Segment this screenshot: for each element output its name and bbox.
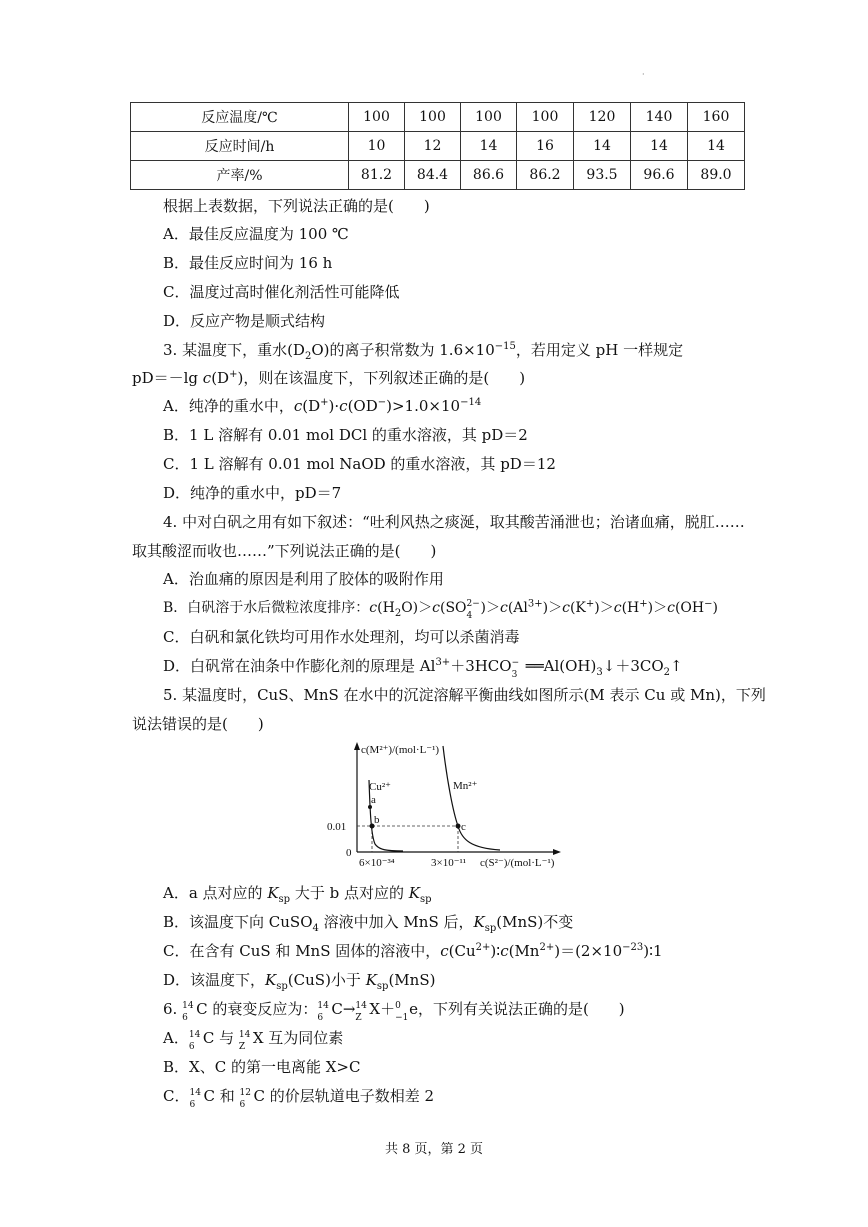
q3-option-b: B．1 L 溶解有 0.01 mol DCl 的重水溶液，其 pD＝2	[163, 426, 528, 444]
table-cell: 140	[631, 103, 688, 132]
row-header: 产率/%	[131, 161, 349, 190]
table-cell: 16	[517, 132, 574, 161]
table-cell: 14	[688, 132, 745, 161]
q4-stem-line1: 4. 中对白矾之用有如下叙述：“吐利风热之痰涎，取其酸苦涌泄也；治诸血痛，脱肛……	[163, 513, 745, 531]
q4-option-a: A．治血痛的原因是利用了胶体的吸附作用	[163, 570, 444, 588]
table-cell: 10	[349, 132, 405, 161]
table-cell: 86.2	[517, 161, 574, 190]
table-cell: 160	[688, 103, 745, 132]
q2-option-a: A．最佳反应温度为 100 ℃	[163, 225, 349, 243]
x-tick-label-2: 3×10⁻¹¹	[431, 857, 467, 869]
q6-option-c: C． 14 6 C 和 12 6 C 的价层轨道电子数相差 2	[163, 1087, 435, 1110]
table-cell: 93.5	[574, 161, 631, 190]
q3-option-d: D．纯净的重水中，pD＝7	[163, 484, 342, 502]
table-cell: 89.0	[688, 161, 745, 190]
q6-option-a: A． 14 6 C 与 14 Z X 互为同位素	[163, 1029, 344, 1052]
table-cell: 100	[517, 103, 574, 132]
table-cell: 96.6	[631, 161, 688, 190]
table-cell: 14	[574, 132, 631, 161]
row-header: 反应时间/h	[131, 132, 349, 161]
q3-option-a: A．纯净的重水中，$c(D^+)\cdot c(OD^-)>1.0\times 10^{-14}$	[163, 397, 482, 415]
q3-option-c: C．1 L 溶解有 0.01 mol NaOD 的重水溶液，其 pD＝12	[163, 455, 556, 473]
solubility-graph	[325, 740, 585, 872]
table-cell: 14	[631, 132, 688, 161]
data-table	[130, 102, 745, 190]
row-header: 反应温度/℃	[131, 103, 349, 132]
q2-stem: 根据上表数据，下列说法正确的是( )	[163, 197, 430, 215]
q5-option-a: A．a 点对应的 $K_{sp}$ 大于 b 点对应的 $K_{sp}$	[163, 884, 432, 905]
q3-stem-line2: pD＝－lg c(D+)，则在该温度下，下列叙述正确的是( )	[132, 369, 526, 387]
point-c-label: c	[461, 821, 466, 833]
point-a-label: a	[371, 794, 376, 806]
table-row	[131, 103, 745, 132]
x-tick-label-1: 6×10⁻³⁴	[359, 857, 395, 869]
q6-stem: 6. 14 6 C 的衰变反应为： 14 6 C→ 14 Z X＋ 0 −1 e，下列有关说法正确的是( )	[163, 1000, 625, 1023]
q4-option-c: C．白矾和氯化铁均可用作水处理剂，均可以杀菌消毒	[163, 628, 520, 646]
table-row	[131, 161, 745, 190]
q4-option-d: D．白矾常在油条中作膨化剂的原理是 $Al^{3+}+3HCO$ − 3 $══Al(OH)_3↓+3CO_2↑$	[163, 657, 683, 680]
table-cell: 120	[574, 103, 631, 132]
y-axis-arrow	[354, 742, 360, 750]
scan-mark: ·	[642, 70, 645, 79]
q5-stem-line2: 说法错误的是( )	[132, 715, 264, 733]
table-cell: 100	[349, 103, 405, 132]
q2-option-d: D．反应产物是顺式结构	[163, 312, 326, 330]
table-cell: 86.6	[461, 161, 517, 190]
q5-option-b: B．该温度下向 CuSO$_4$ 溶液中加入 MnS 后，$K_{sp}(MnS)$不变	[163, 913, 574, 934]
mn-curve	[443, 746, 500, 850]
page-footer: 共 8 页，第 2 页	[384, 1142, 484, 1157]
q4-stem-line2: 取其酸涩而收也……”下列说法正确的是( )	[132, 542, 437, 560]
q4-option-b: B．白矾溶于水后微粒浓度排序：$c(H_2O)>c(SO$ 2− 4 )$>c(Al^{3+})>c(K^+)>c(H^+)>c(OH^-)$	[163, 598, 718, 621]
curve-label-mn: Mn²⁺	[453, 780, 478, 792]
curve-label-cu: Cu²⁺	[369, 781, 391, 793]
q2-option-b: B．最佳反应时间为 16 h	[163, 254, 333, 272]
q5-option-d: D．该温度下，$K_{sp}(CuS)$小于 $K_{sp}(MnS)$	[163, 971, 436, 992]
table-cell: 12	[405, 132, 461, 161]
y-axis-label: c(M²⁺)/(mol·L⁻¹)	[361, 744, 440, 756]
origin-label: 0	[346, 847, 352, 859]
x-axis-label: c(S²⁻)/(mol·L⁻¹)	[480, 857, 555, 869]
table-cell: 100	[405, 103, 461, 132]
q3-stem-line1: 3. 某温度下，重水$(D_2O)$的离子积常数为 $1.6\times 10^{-15}$，若用定义 pH 一样规定	[163, 341, 684, 362]
q6-option-b: B．X、C 的第一电离能 X>C	[163, 1058, 361, 1076]
y-tick-label: 0.01	[327, 821, 347, 833]
q2-option-c: C．温度过高时催化剂活性可能降低	[163, 283, 400, 301]
table-row	[131, 132, 745, 161]
x-axis-arrow	[553, 849, 561, 855]
table-cell: 14	[461, 132, 517, 161]
point-c	[456, 824, 461, 829]
point-b-label: b	[374, 814, 380, 826]
table-cell: 81.2	[349, 161, 405, 190]
q5-option-c: C．在含有 CuS 和 MnS 固体的溶液中，$c(Cu^{2+})∶c(Mn^{2+})=(2\times 10^{-23})∶1$	[163, 942, 663, 960]
q5-stem-line1: 5. 某温度时，CuS、MnS 在水中的沉淀溶解平衡曲线如图所示(M 表示 Cu 或 Mn)，下列	[163, 686, 766, 704]
table-cell: 84.4	[405, 161, 461, 190]
table-cell: 100	[461, 103, 517, 132]
